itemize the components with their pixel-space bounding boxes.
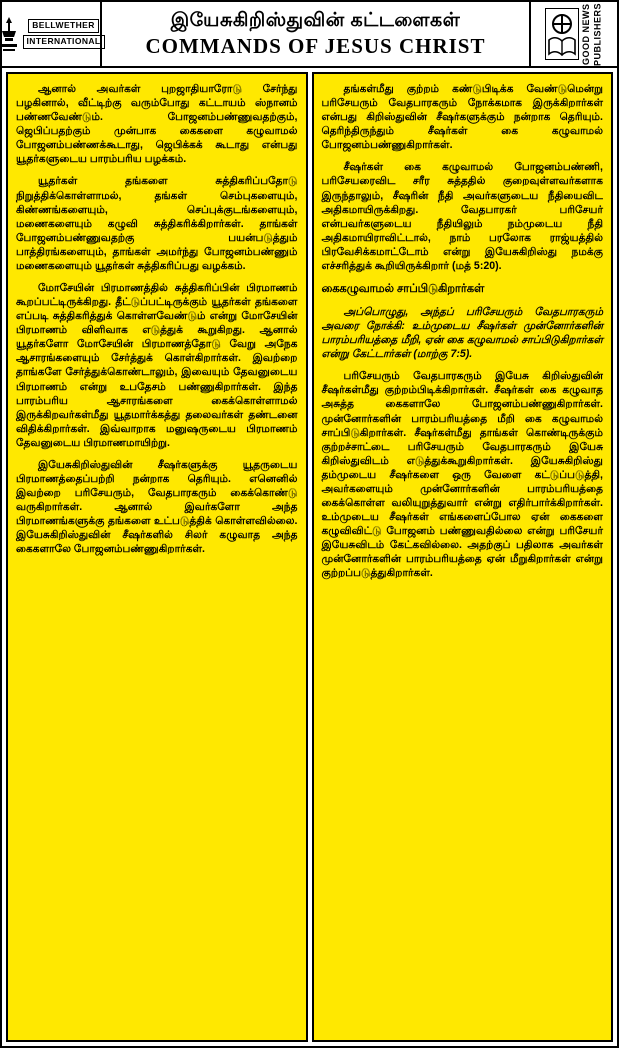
page-title-block: [102, 2, 531, 66]
left-logo-line1: BELLWETHER: [28, 19, 99, 33]
paragraph: பரிசேயரும் வேதபாரகரும் இயேசு கிறிஸ்துவின் சீஷர்கள்மீது குற்றம்பிடிக்கிறார்கள். சீஷர்கள் கை கழுவாத அசுத்த கைகளாலே போஜனம்பண்ணுகிறார்கள். முன்னோர்களின் பாரம்பரியத்தை மீறி கை கழுவாமல் சாப்பிடுகிறார்கள். சீஷர்கள்மீது தாங்கள் கொண்டிருக்கும் குற்றச்சாட்டை பரிசேயரும் வேதபாரகரும் இயேசு கிறிஸ்துவிடம் எடுத்துக்கூறுகிறார்கள். இயேசுகிறிஸ்து தம்முடைய சீஷர்களை ஒரு வேளை கட்டுப்படுத்தி, அவர்களையும் முன்னோர்களின் பாரம்பரியத்தை கைக்கொள்ள வலியுறுத்துவார் என்று எதிர்பார்க்கிறார்கள். உம்முடைய சீஷர்கள் எங்களைப்போல ஏன் கைகளை கழுவிவிட்டு போஜனம் பண்ணுவதில்லை என்று பரிசேயர் இயேசுவிடம் கேட்கவில்லை. அதற்குப் பதிலாக அவர்கள் முன்னோர்களின் பாரம்பரியத்தை ஏன் மீறுகிறார்கள் என்று குற்றப்படுத்துகிறார்கள்.: [321, 370, 603, 580]
paragraph: சீஷர்கள் கை கழுவாமல் போஜனம்பண்ணி, பரிசேயரைவிட சரீர சுத்ததில் குறைவுள்ளவர்களாக இருந்தாலும், சீஷரின் நீதி அவர்களுடைய நீதியைவிட அதிகமாயிருக்கிறது. வேதபாரகர் பரிசேயர் என்பவர்களுடைய நீதியிலும் நம்முடைய நீதி அதிகமாயிராவிட்டால், நாம் பரலோக ராஜ்யத்தில் பிரவேசிக்கமாட்டோம் என்று இயேசுகிறிஸ்து நமக்கு எச்சரித்துக் கூறியிருக்கிறார் (மத் 5:20).: [321, 161, 603, 272]
publisher-logo-right: [531, 2, 617, 66]
column-left: [6, 72, 308, 1042]
open-book-emblem-icon: [545, 8, 579, 60]
right-logo-line2: PUBLISHERS: [592, 2, 602, 66]
scripture-quote: அப்பொழுது, அந்தப் பரிசேயரும் வேதபாரகரும் அவரை நோக்கி: உம்முடைய சீஷர்கள் முன்னோர்களின் பாரம்பரியத்தை மீறி, ஏன் கை கழுவாமல் சாப்பிடுகிறார்கள் என்று கேட்டார்கள் (மாற்கு 7:5).: [321, 306, 603, 361]
paragraph: தங்கள்மீது குற்றம் கண்டுபிடிக்க வேண்டுமென்று பரிசேயரும் வேதபாரகரும் நோக்கமாக இருக்கிறார்கள் என்பது கிறிஸ்துவின் சீஷர்களுக்கும் நன்றாக தெரியும். தெரிந்திருந்தும் சீஷர்கள் கை கழுவாமல் போஜனம்பண்ணுகிறார்கள்.: [321, 83, 603, 152]
paragraph: ஆனால் அவர்கள் புறஜாதியாரோடு சேர்ந்து பழகினால், வீட்டிற்கு வரும்போது கட்டாயம் ஸ்நானம் பண்ணவேண்டும். போஜனம்பண்ணுவதற்கும், ஜெபிப்பதற்கும் முன்பாக கைகளை கழுவாமல் போஜனம்பண்ணக்கூடாது, ஜெபிக்கக் கூடாது என்பது யூதர்களுடைய பாரம்பரிய பழக்கம்.: [16, 83, 298, 166]
publisher-logo-left: [2, 2, 102, 66]
right-logo-line1: GOOD NEWS: [580, 3, 591, 65]
page-title-english: COMMANDS OF JESUS CHRIST: [145, 33, 486, 58]
page-title-tamil: இயேசுகிறிஸ்துவின் கட்டளைகள்: [170, 10, 461, 31]
page-body: [2, 68, 617, 1046]
paragraph: இயேசுகிறிஸ்துவின் சீஷர்களுக்கு யூதருடைய பிரமாணத்தைப்பற்றி நன்றாக தெரியும். எனெனில் இவற்றை பரிசேயரும், வேதபாரகரும் கைக்கொண்டு வருகிறார்கள். ஆனால் இவர்களோ அந்த பிரமாணங்களுக்கு தங்களை உட்படுத்திக் கொள்ளவில்லை. இயேசுகிறிஸ்துவின் சீஷர்களில் சிலர் கழுவாத அந்த கைகளாலே போஜனம்பண்ணுகிறார்கள்.: [16, 458, 298, 556]
paragraph: யூதர்கள் தங்களை சுத்திகரிப்பதோடு நிறுத்திக்கொள்ளாமல், தங்கள் செம்புகளையும், கிண்ணங்களையும், செப்புக்குடங்களையும், மணைகளையும் கழுவி சுத்திகரிக்கிறார்கள். தாங்கள் போஜனம்பண்ணுவதற்கு பயன்படுத்தும் பாத்திரங்களையும், தாங்கள் அமர்ந்து போஜனம்பண்ணும் மணைகளையும் யூதர்கள் சுத்திகரிப்பது வழக்கம்.: [16, 175, 298, 272]
paragraph: மோசேயின் பிரமாணத்தில் சுத்திகரிப்பின் பிரமாணம் கூறப்பட்டிருக்கிறது. தீட்டுப்பட்டிருக்கும் யூதர்கள் தங்களை எப்படி சுத்திகரித்துக் கொள்ளவேண்டும் என்று மோசேயின் பிரமாணம் விளிவாக எடுத்துக் கூறுகிறது. ஆனால் யூதர்களோ மோசேயின் பிரமாணத்தோடு வேறு அநேக ஆசாரங்களையும் சேர்த்துக் கொள்கிறார்கள். இவற்றை தாங்களே சேர்த்துக்கொண்டாலும், இவையும் தேவனுடைய பிரமாணம் என்று உபதேசம் பண்ணுகிறார்கள். இந்த பாரம்பரிய ஆசாரங்களை கைக்கொள்ளாமல் இருக்கிறவர்கள்மீது யூதமார்க்கத்து தலைவர்கள் தண்டனை விதிக்கிறார்கள். இவ்வாறாக மனுஷருடைய பிரமாணம் தேவனுடைய பிரமாணமாயிற்று.: [16, 282, 298, 449]
section-subheading: கைகழுவாமல் சாப்பிடுகிறார்கள்: [321, 283, 485, 296]
page-header: [2, 2, 617, 68]
column-right: [312, 72, 614, 1042]
lamp-emblem-icon: [0, 14, 20, 54]
left-logo-line2: INTERNATIONAL: [23, 35, 105, 49]
